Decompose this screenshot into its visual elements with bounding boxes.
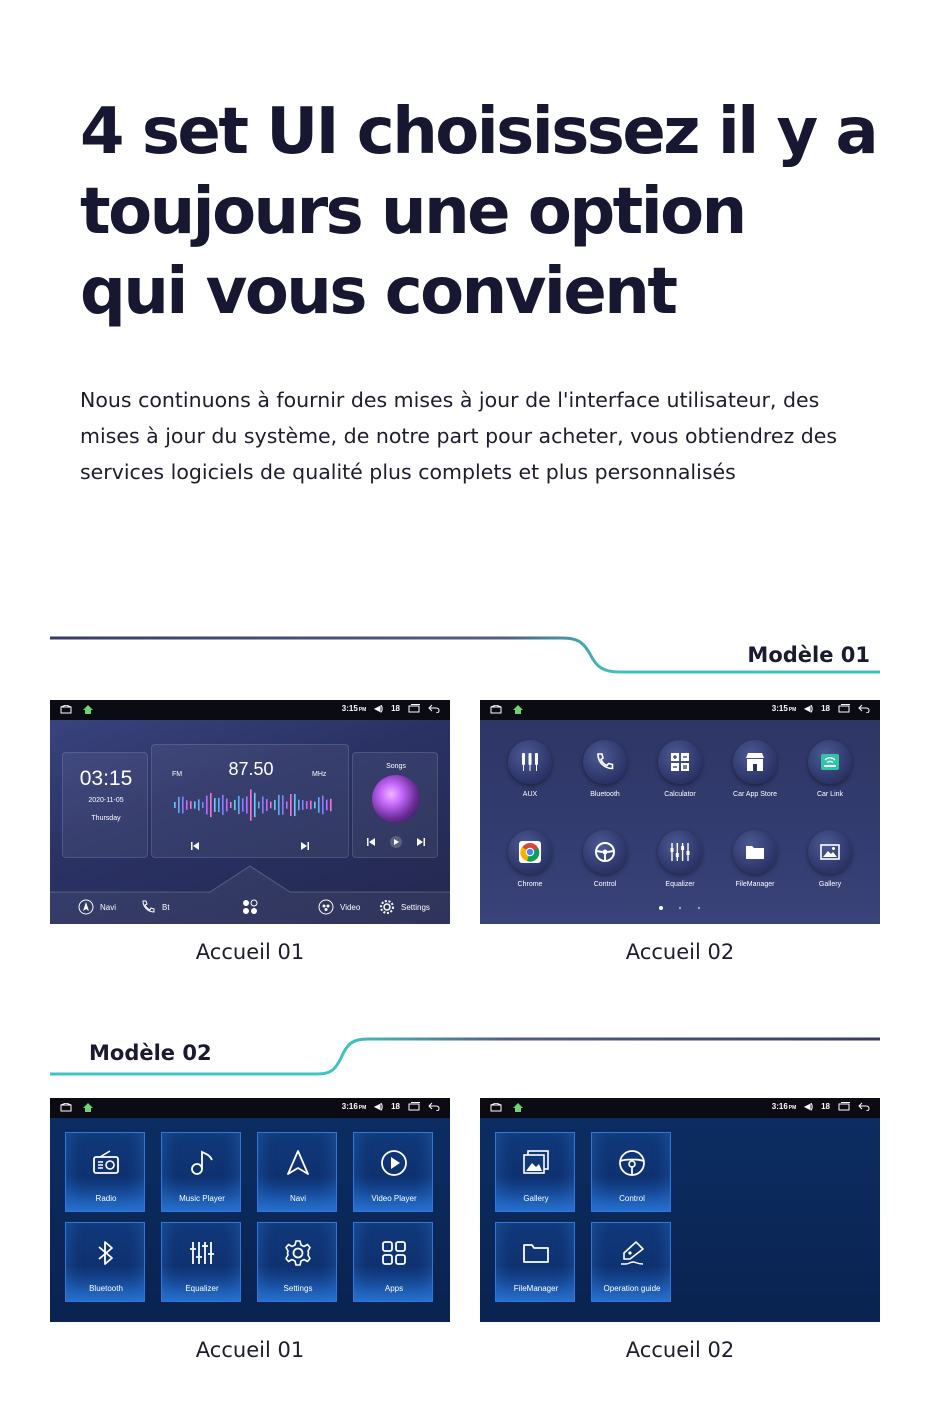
tile-label: Control bbox=[619, 1194, 645, 1203]
waveform-bar bbox=[278, 795, 280, 815]
waveform-bar bbox=[314, 802, 316, 809]
waveform-bar bbox=[282, 795, 284, 815]
app-label: FileManager bbox=[735, 881, 775, 888]
dock-navi-label: Navi bbox=[100, 902, 117, 912]
radio-unit: MHz bbox=[312, 771, 327, 778]
tile-label: Video Player bbox=[371, 1194, 417, 1203]
clock-date: 2020-11-05 bbox=[88, 797, 124, 804]
waveform-bar bbox=[206, 796, 208, 815]
status-time: 3:16 bbox=[771, 1102, 788, 1111]
clock-time: 03:15 bbox=[79, 767, 133, 790]
status-time: 3:16 bbox=[341, 1102, 358, 1111]
waveform-bar bbox=[202, 802, 204, 808]
radio-frequency: 87.50 bbox=[228, 759, 274, 779]
navigation-arrow-icon bbox=[282, 1147, 314, 1179]
waveform-bar bbox=[246, 796, 248, 813]
app-label: Gallery bbox=[818, 881, 842, 888]
home-outline-icon[interactable] bbox=[60, 1103, 72, 1112]
music-next-icon[interactable] bbox=[417, 838, 425, 846]
music-play-icon[interactable] bbox=[390, 836, 402, 848]
app-label: Control bbox=[593, 881, 617, 888]
waveform-bar bbox=[298, 800, 300, 811]
tile-gallery[interactable] bbox=[495, 1132, 575, 1212]
seek-back-icon[interactable] bbox=[190, 841, 200, 851]
waveform-bar bbox=[174, 802, 176, 808]
app-car-app-store[interactable] bbox=[720, 740, 790, 798]
app-aux[interactable] bbox=[495, 740, 565, 798]
car-link-icon bbox=[818, 750, 842, 774]
model-02-label: Modèle 02 bbox=[89, 1041, 212, 1065]
caption-model-02-home-01: Accueil 01 bbox=[195, 1338, 305, 1362]
waveform-bar bbox=[326, 800, 328, 811]
tile-label: Gallery bbox=[523, 1194, 549, 1203]
app-equalizer[interactable] bbox=[645, 830, 715, 888]
back-icon[interactable] bbox=[858, 1102, 870, 1111]
apps-grid-icon bbox=[378, 1237, 410, 1269]
tile-label: Settings bbox=[283, 1284, 313, 1293]
screen-model-02-home-01 bbox=[50, 1098, 450, 1322]
tile-apps[interactable] bbox=[353, 1222, 433, 1302]
waveform-bar bbox=[294, 794, 296, 816]
launcher-icon[interactable] bbox=[512, 1103, 524, 1112]
tile-label: Navi bbox=[289, 1194, 306, 1203]
waveform-bar bbox=[222, 795, 224, 815]
dock-settings-label: Settings bbox=[401, 902, 430, 912]
waveform-bar bbox=[214, 798, 216, 812]
music-widget[interactable] bbox=[352, 752, 438, 858]
calculator-icon bbox=[668, 750, 692, 774]
store-icon bbox=[743, 750, 767, 774]
steering-wheel-icon bbox=[593, 840, 617, 864]
waveform-bar bbox=[210, 793, 212, 817]
app-label: Equalizer bbox=[665, 881, 695, 888]
waveform-bar bbox=[218, 798, 220, 812]
waveform-bar bbox=[226, 799, 228, 812]
dock-bt[interactable] bbox=[140, 899, 170, 915]
waveform-bar bbox=[286, 801, 288, 808]
app-bluetooth[interactable] bbox=[570, 740, 640, 798]
navi-icon bbox=[78, 899, 94, 915]
status-bar bbox=[50, 1098, 450, 1118]
waveform-bar bbox=[330, 799, 332, 811]
waveform-bar bbox=[234, 800, 236, 810]
volume-icon: ◀) bbox=[804, 1102, 814, 1111]
phone-icon bbox=[140, 899, 156, 915]
status-bar bbox=[480, 1098, 880, 1118]
tile-label: Radio bbox=[95, 1194, 117, 1203]
recent-apps-icon[interactable] bbox=[408, 1102, 420, 1111]
steering-wheel-icon bbox=[616, 1147, 648, 1179]
tile-video-player[interactable] bbox=[353, 1132, 433, 1212]
screen-model-01-home-01 bbox=[50, 700, 450, 924]
pen-nib-icon bbox=[616, 1237, 648, 1269]
app-label: Bluetooth bbox=[590, 791, 620, 798]
app-label: Car App Store bbox=[733, 791, 777, 798]
settings-gear-icon bbox=[282, 1237, 314, 1269]
seek-forward-icon[interactable] bbox=[300, 841, 310, 851]
tile-label: Music Player bbox=[179, 1194, 225, 1203]
volume-icon: ◀) bbox=[374, 1102, 384, 1111]
volume-icon: ◀) bbox=[374, 704, 384, 713]
radio-band: FM bbox=[172, 771, 183, 778]
home-outline-icon[interactable] bbox=[490, 1103, 502, 1112]
caption-model-01-home-02: Accueil 02 bbox=[625, 940, 735, 964]
music-note-icon bbox=[186, 1147, 218, 1179]
home-outline-icon[interactable] bbox=[490, 705, 502, 714]
status-ampm: PM bbox=[358, 707, 367, 713]
home-outline-icon[interactable] bbox=[60, 705, 72, 714]
back-icon[interactable] bbox=[858, 704, 870, 713]
aux-icon bbox=[518, 750, 542, 774]
waveform-bar bbox=[258, 801, 260, 808]
audio-waveform bbox=[172, 787, 332, 823]
status-bar bbox=[50, 700, 450, 720]
headline-line-1: 4 set UI choisissez il y a bbox=[80, 95, 877, 169]
waveform-bar bbox=[302, 800, 304, 810]
tile-music-player[interactable] bbox=[161, 1132, 241, 1212]
waveform-bar bbox=[322, 796, 324, 815]
equalizer-icon bbox=[668, 840, 692, 864]
waveform-bar bbox=[254, 793, 256, 817]
tile-label: Equalizer bbox=[185, 1284, 219, 1293]
chrome-icon bbox=[517, 839, 543, 865]
app-control[interactable] bbox=[570, 830, 640, 888]
clock-widget[interactable] bbox=[62, 752, 148, 858]
tile-settings[interactable] bbox=[257, 1222, 337, 1302]
status-time: 3:15 bbox=[341, 704, 358, 713]
play-circle-icon bbox=[378, 1147, 410, 1179]
recent-apps-icon[interactable] bbox=[408, 704, 420, 713]
waveform-bar bbox=[262, 796, 264, 813]
back-icon[interactable] bbox=[428, 1102, 440, 1111]
waveform-bar bbox=[242, 798, 244, 812]
phone-icon bbox=[593, 750, 617, 774]
status-ampm: PM bbox=[358, 1105, 367, 1111]
back-icon[interactable] bbox=[428, 704, 440, 713]
waveform-bar bbox=[238, 796, 240, 814]
tile-navi[interactable] bbox=[257, 1132, 337, 1212]
waveform-bar bbox=[250, 789, 252, 820]
launcher-icon[interactable] bbox=[82, 1103, 94, 1112]
model-01-label: Modèle 01 bbox=[747, 643, 870, 667]
status-ampm: PM bbox=[788, 1105, 797, 1111]
waveform-bar bbox=[178, 797, 180, 813]
video-icon bbox=[318, 899, 334, 915]
app-label: Car Link bbox=[816, 791, 844, 798]
dock-bt-label: Bt bbox=[162, 902, 170, 912]
status-volume: 18 bbox=[391, 704, 400, 713]
status-volume: 18 bbox=[821, 704, 830, 713]
tile-label: FileManager bbox=[513, 1284, 559, 1293]
waveform-bar bbox=[182, 796, 184, 813]
page-indicator[interactable] bbox=[656, 905, 704, 911]
app-filemanager[interactable] bbox=[720, 830, 790, 888]
intro-paragraph: Nous continuons à fournir des mises à jour de l'interface utilisateur, des mises à jour du système, de notre part pour acheter, vous obtiendrez des services logiciels de qualité plus complets et plus personnalisés bbox=[80, 388, 838, 484]
gallery-icon bbox=[818, 840, 842, 864]
equalizer-icon bbox=[186, 1237, 218, 1269]
waveform-bar bbox=[310, 801, 312, 810]
waveform-bar bbox=[306, 801, 308, 809]
folder-icon bbox=[520, 1237, 552, 1269]
music-controls bbox=[365, 836, 427, 848]
launcher-icon[interactable] bbox=[512, 705, 524, 714]
music-title: Songs bbox=[386, 763, 406, 770]
dock-navi[interactable] bbox=[78, 899, 116, 915]
app-label: AUX bbox=[522, 791, 538, 798]
launcher-icon[interactable] bbox=[82, 705, 94, 714]
waveform-bar bbox=[318, 797, 320, 813]
status-time: 3:15 bbox=[771, 704, 788, 713]
status-volume: 18 bbox=[821, 1102, 830, 1111]
waveform-bar bbox=[230, 802, 232, 808]
album-art bbox=[372, 775, 420, 823]
caption-model-01-home-01: Accueil 01 bbox=[195, 940, 305, 964]
screen-model-02-home-02 bbox=[480, 1098, 880, 1322]
recent-apps-icon[interactable] bbox=[838, 704, 850, 713]
status-volume: 18 bbox=[391, 1102, 400, 1111]
tile-radio[interactable] bbox=[65, 1132, 145, 1212]
dock-video-label: Video bbox=[340, 902, 361, 912]
tile-filemanager[interactable] bbox=[495, 1222, 575, 1302]
tile-label: Operation guide bbox=[603, 1284, 661, 1293]
waveform-bar bbox=[190, 801, 192, 809]
gallery-icon bbox=[520, 1147, 552, 1179]
tile-equalizer[interactable] bbox=[161, 1222, 241, 1302]
settings-gear-icon bbox=[379, 899, 395, 915]
waveform-bar bbox=[274, 800, 276, 810]
dock-video[interactable] bbox=[318, 899, 360, 915]
tile-control[interactable] bbox=[591, 1132, 671, 1212]
status-ampm: PM bbox=[788, 707, 797, 713]
app-label: Chrome bbox=[517, 881, 543, 888]
clock-day: Thursday bbox=[91, 815, 121, 822]
tile-operation-guide[interactable] bbox=[591, 1222, 671, 1302]
music-prev-icon[interactable] bbox=[367, 838, 375, 846]
radio-widget[interactable] bbox=[151, 744, 349, 858]
app-label: Calculator bbox=[664, 791, 696, 798]
waveform-bar bbox=[198, 799, 200, 810]
tile-label: Bluetooth bbox=[89, 1284, 123, 1293]
tile-bluetooth[interactable] bbox=[65, 1222, 145, 1302]
app-chrome[interactable] bbox=[495, 830, 565, 888]
app-calculator[interactable] bbox=[645, 740, 715, 798]
headline-line-3: qui vous convient bbox=[80, 255, 676, 329]
page-headline bbox=[80, 92, 880, 332]
app-gallery[interactable] bbox=[795, 830, 865, 888]
app-car-link[interactable] bbox=[795, 740, 865, 798]
status-bar bbox=[480, 700, 880, 720]
waveform-bar bbox=[270, 802, 272, 809]
radio-icon bbox=[90, 1147, 122, 1179]
dock-settings[interactable] bbox=[379, 899, 430, 915]
folder-icon bbox=[743, 840, 767, 864]
app-drawer-icon[interactable] bbox=[241, 898, 259, 916]
waveform-bar bbox=[266, 799, 268, 811]
waveform-bar bbox=[290, 794, 292, 816]
bluetooth-icon bbox=[90, 1237, 122, 1269]
tile-label: Apps bbox=[384, 1284, 404, 1293]
recent-apps-icon[interactable] bbox=[838, 1102, 850, 1111]
volume-icon: ◀) bbox=[804, 704, 814, 713]
screen-model-01-home-02 bbox=[480, 700, 880, 924]
waveform-bar bbox=[186, 800, 188, 810]
headline-line-2: toujours une option bbox=[80, 175, 745, 249]
caption-model-02-home-02: Accueil 02 bbox=[625, 1338, 735, 1362]
waveform-bar bbox=[194, 801, 196, 808]
